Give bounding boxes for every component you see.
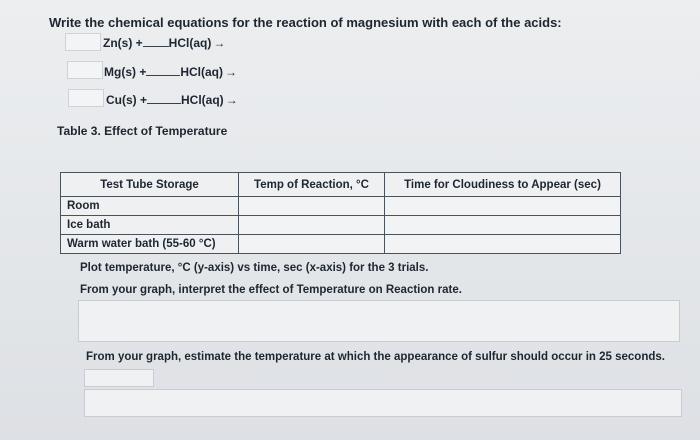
table-row (61, 197, 621, 216)
coefficient-input-cu[interactable] (68, 89, 104, 107)
table-row (61, 235, 621, 254)
arrow-icon: → (213, 36, 226, 50)
equation-acid: HCl(aq) (168, 36, 212, 50)
time-input-cell[interactable] (385, 235, 621, 254)
answer-box-small[interactable] (84, 369, 154, 387)
equation-metal: Mg(s) + (104, 65, 147, 79)
row-label: Warm water bath (55-60 °C) (61, 235, 239, 254)
equation-cu (106, 93, 238, 107)
coefficient-blank-line[interactable] (143, 36, 169, 47)
question-temperature-effect: From your graph, interpret the effect of Temperature on Reaction rate. (80, 284, 462, 296)
temp-input-cell[interactable] (239, 197, 385, 216)
table-title: Table 3. Effect of Temperature (57, 124, 228, 138)
arrow-icon: → (225, 65, 238, 79)
answer-box-sulfur-temperature[interactable] (84, 389, 682, 417)
row-label: Room (61, 197, 239, 216)
coefficient-blank-line[interactable] (147, 93, 181, 104)
answer-box-temperature-effect[interactable] (78, 300, 680, 342)
equation-acid: HCl(aq) (181, 93, 224, 107)
question-sulfur-temperature: From your graph, estimate the temperature at which the appearance of sulfur should occur in 25 seconds. (86, 351, 665, 363)
time-input-cell[interactable] (385, 216, 621, 235)
coefficient-input-zn[interactable] (65, 33, 101, 51)
equation-metal: Zn(s) + (103, 36, 143, 50)
table-row (61, 216, 621, 235)
table-header-row (61, 173, 621, 197)
temp-input-cell[interactable] (239, 235, 385, 254)
time-input-cell[interactable] (385, 197, 621, 216)
coefficient-input-mg[interactable] (67, 61, 103, 79)
plot-instruction: Plot temperature, °C (y-axis) vs time, sec (x-axis) for the 3 trials. (80, 262, 429, 274)
column-header: Time for Cloudiness to Appear (sec) (385, 173, 621, 197)
temperature-table (60, 172, 621, 254)
row-label: Ice bath (61, 216, 239, 235)
instructions-heading: Write the chemical equations for the reaction of magnesium with each of the acids: (49, 15, 562, 30)
equation-acid: HCl(aq) (180, 65, 224, 79)
equation-mg (104, 65, 237, 79)
column-header: Test Tube Storage (61, 173, 239, 197)
equation-zn (103, 36, 225, 50)
equation-metal: Cu(s) + (106, 93, 148, 107)
column-header: Temp of Reaction, °C (239, 173, 385, 197)
arrow-icon: → (225, 93, 238, 107)
temp-input-cell[interactable] (239, 216, 385, 235)
coefficient-blank-line[interactable] (146, 65, 180, 76)
